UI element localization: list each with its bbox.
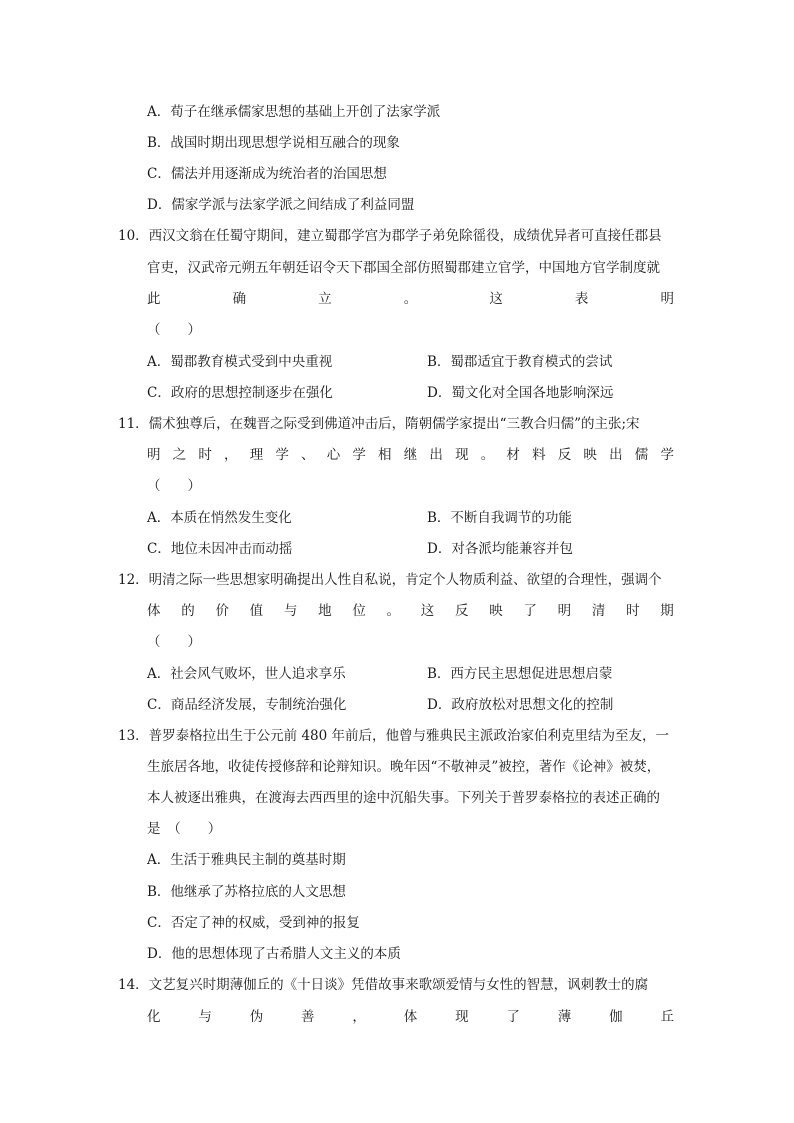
q12-stem-line-2 [147, 602, 674, 620]
q11-char: 继 [403, 447, 418, 463]
q11-stem-line-2 [147, 446, 674, 464]
q14-stem-line-1: 14．文艺复兴时期薄伽丘的《十日谈》凭借故事来歌颂爱情与女性的智慧，讽刺教士的腐 [118, 977, 649, 993]
q14-char: 伽 [609, 1009, 623, 1025]
q12-char: 与 [283, 603, 298, 619]
q12-char: 这 [420, 603, 435, 619]
q11-option-b: B．不断自我调节的功能 [427, 510, 572, 526]
q10-char: 立 [318, 291, 332, 307]
q12-char: 反 [454, 603, 469, 619]
q13-option-a: A．生活于雅典民主制的奠基时期 [147, 852, 346, 868]
q11-char: 之 [172, 447, 187, 463]
q11-char: 心 [326, 447, 341, 463]
q12-option-b: B．西方民主思想促进思想启蒙 [427, 666, 613, 682]
q12-char: 位 [352, 603, 366, 619]
q14-char: 化 [147, 1009, 161, 1025]
q9-option-d: D．儒家学派与法家学派之间结成了利益同盟 [147, 197, 415, 213]
q10-char: 此 [147, 291, 161, 307]
q10-stem-line-2: 官吏，汉武帝元朔五年朝廷诏令天下郡国全部仿照蜀郡建立官学，中国地方官学制度就 [147, 260, 660, 276]
q12-answer-bracket: （ ） [147, 634, 201, 650]
q14-char: 现 [455, 1009, 469, 1025]
q11-option-d: D．对各派均能兼容并包 [427, 541, 573, 557]
q14-char: ， [352, 1009, 366, 1025]
q12-char: 了 [523, 603, 537, 619]
q14-char: 薄 [557, 1009, 572, 1025]
q11-char: 时 [198, 447, 212, 463]
q12-char: 期 [660, 603, 674, 619]
q14-char: 体 [403, 1009, 418, 1025]
q13-stem-line-4: 是 （ ） [147, 821, 222, 837]
q11-char: 出 [609, 447, 623, 463]
q12-option-c: C．商品经济发展，专制统治强化 [147, 697, 347, 713]
q12-option-a: A．社会风气败坏，世人追求享乐 [147, 666, 346, 682]
q10-char: 表 [574, 291, 589, 307]
q13-stem-line-2: 生旅居各地，收徒传授修辞和论辩知识。晚年因“不敬神灵”被控，著作《论神》被焚， [147, 759, 661, 775]
q11-char: 出 [429, 447, 443, 463]
q10-stem-line-3 [147, 290, 674, 308]
q13-option-c: C．否定了神的权威，受到神的报复 [147, 915, 360, 931]
q10-answer-bracket: （ ） [147, 322, 201, 338]
q14-char: 了 [506, 1009, 520, 1025]
q11-char: 、 [301, 447, 315, 463]
q12-char: 的 [181, 603, 195, 619]
q11-char: 学 [275, 447, 289, 463]
q12-char: 时 [626, 603, 640, 619]
q10-char: 这 [489, 291, 503, 307]
q11-char: 学 [660, 447, 674, 463]
q12-char: 值 [249, 603, 264, 619]
q11-char: 现 [455, 447, 469, 463]
q10-option-a: A．蜀郡教育模式受到中央重视 [147, 354, 333, 370]
q12-char: 。 [386, 603, 401, 619]
q10-char: 。 [403, 291, 418, 307]
q12-char: 映 [489, 603, 503, 619]
q11-stem-line-1: 11．儒术独尊后，在魏晋之际受到佛道冲击后，隋朝儒学家提出“三教合归儒”的主张;宋 [118, 416, 640, 432]
q12-option-d: D．政府放松对思想文化的控制 [427, 697, 614, 713]
q12-char: 清 [591, 603, 606, 619]
q9-option-b: B．战国时期出现思想学说相互融合的现象 [147, 135, 400, 151]
q11-char: 材 [506, 447, 520, 463]
q9-option-c: C．儒法并用逐渐成为统治者的治国思想 [147, 166, 387, 182]
q12-stem-line-1: 12．明清之际一些思想家明确提出人性自私说，肯定个人物质利益、欲望的合理性，强调个 [118, 572, 662, 588]
q11-answer-bracket: （ ） [147, 478, 201, 494]
q12-char: 价 [215, 603, 229, 619]
q11-char: 映 [583, 447, 597, 463]
q11-char: 。 [480, 447, 495, 463]
q11-char: 反 [557, 447, 572, 463]
q11-option-a: A．本质在悄然发生变化 [147, 510, 292, 526]
q12-char: 明 [557, 603, 572, 619]
q14-char: 伪 [249, 1009, 264, 1025]
q14-stem-line-2 [147, 1008, 674, 1026]
q11-char: 理 [249, 447, 264, 463]
q11-char: 明 [147, 447, 161, 463]
q13-option-b: B．他继承了苏格拉底的人文思想 [147, 884, 346, 900]
q10-option-b: B．蜀郡适宜于教育模式的尝试 [427, 354, 613, 370]
q13-stem-line-1: 13．普罗泰格拉出生于公元前 480 年前后，他曾与雅典民主派政治家伯利克里结为至友，一 [118, 728, 670, 744]
q9-option-a: A．荀子在继承儒家思想的基础上开创了法家学派 [147, 104, 441, 120]
q13-stem-line-3: 本人被逐出雅典，在渡海去西西里的途中沉船失事。下列关于普罗泰格拉的表述正确的 [147, 790, 660, 806]
q14-char: 丘 [660, 1009, 674, 1025]
q14-char: 善 [301, 1009, 315, 1025]
q11-option-c: C．地位未因冲击而动摇 [147, 541, 293, 557]
q10-option-d: D．蜀文化对全国各地影响深远 [427, 385, 614, 401]
q13-option-d: D．他的思想体现了古希腊人文主义的本质 [147, 946, 401, 962]
q11-char: ， [224, 447, 238, 463]
q11-char: 相 [378, 447, 392, 463]
q11-char: 料 [532, 447, 546, 463]
q11-char: 学 [352, 447, 366, 463]
q12-char: 体 [147, 603, 161, 619]
q10-stem-line-1: 10．西汉文翁在任蜀守期间，建立蜀郡学宫为郡学子弟免除徭役，成绩优异者可直接任郡县 [118, 228, 662, 244]
q11-char: 儒 [634, 447, 649, 463]
q10-option-c: C．政府的思想控制逐步在强化 [147, 385, 333, 401]
q10-char: 确 [232, 291, 247, 307]
q10-char: 明 [660, 291, 674, 307]
q14-char: 与 [198, 1009, 212, 1025]
q12-char: 地 [318, 603, 332, 619]
